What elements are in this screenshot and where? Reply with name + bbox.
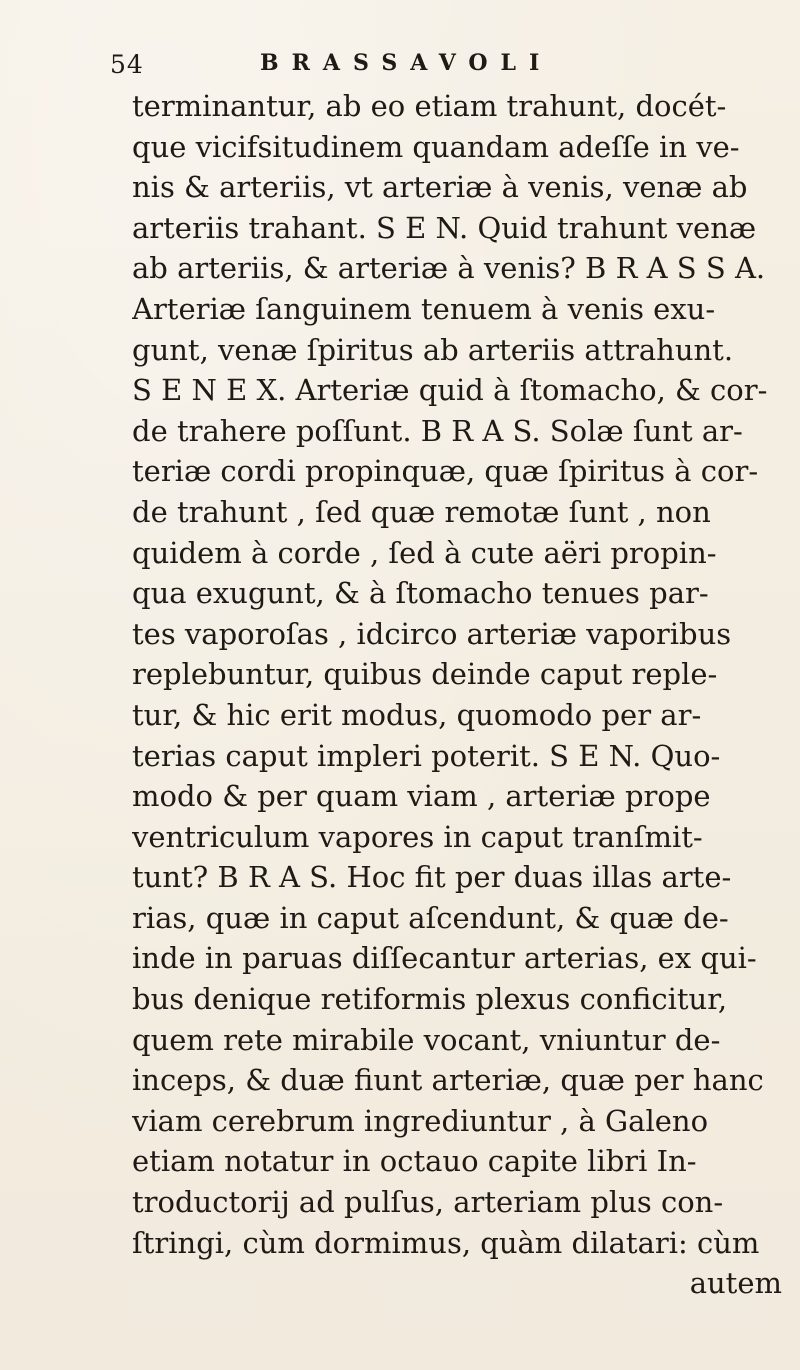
- text-line: S E N E X. Arteriæ quid à ſtomacho, & cor-: [132, 373, 768, 408]
- catchword: autem: [689, 1266, 782, 1301]
- text-line: teriæ cordi propinquæ, quæ ſpiritus à cor-: [132, 454, 759, 489]
- text-line: ab arteriis, & arteriæ à venis? B R A S S A.: [132, 251, 766, 286]
- text-line: modo & per quam viam , arteriæ prope: [132, 779, 711, 814]
- text-line: etiam notatur in octauo capite libri In-: [132, 1144, 697, 1179]
- text-line: quidem à corde , ſed à cute aëri propin-: [132, 535, 717, 570]
- text-line: viam cerebrum ingrediuntur , à Galeno: [132, 1103, 709, 1138]
- text-line: inceps, & duæ fiunt arteriæ, quæ per hanc: [132, 1063, 764, 1098]
- page-header: [110, 46, 670, 86]
- text-line: terias caput impleri poterit. S E N. Quo-: [132, 738, 721, 773]
- text-line: tur, & hic erit modus, quomodo per ar-: [132, 697, 702, 732]
- text-line: de trahere poſſunt. B R A S. Solæ ſunt ar-: [132, 413, 743, 448]
- text-line: troductorij ad pulſus, arteriam plus con-: [132, 1185, 724, 1220]
- text-line: de trahunt , ſed quæ remotæ ſunt , non: [132, 494, 711, 529]
- text-line: qua exugunt, & à ſtomacho tenues par-: [132, 576, 709, 611]
- text-line: nis & arteriis, vt arteriæ à venis, venæ ab: [132, 170, 748, 205]
- page-number: 54: [110, 50, 144, 79]
- text-line: tes vaporoſas , idcirco arteriæ vaporibus: [132, 616, 732, 651]
- text-line: arteriis trahant. S E N. Quid trahunt venæ: [132, 210, 757, 245]
- running-head: BRASSAVOLI: [260, 50, 553, 76]
- body-text: [132, 86, 782, 1304]
- text-line: ſtringi, cùm dormimus, quàm dilatari: cùm: [132, 1225, 760, 1260]
- text-line: gunt, venæ ſpiritus ab arteriis attrahunt.: [132, 332, 734, 367]
- text-line: ventriculum vapores in caput tranſmit-: [132, 819, 703, 854]
- text-line: quem rete mirabile vocant, vniuntur de-: [132, 1022, 721, 1057]
- text-line: que vicifsitudinem quandam adeſſe in ve-: [132, 129, 740, 164]
- text-line: rias, quæ in caput aſcendunt, & quæ de-: [132, 900, 729, 935]
- text-line: replebuntur, quibus deinde caput reple-: [132, 657, 718, 692]
- text-line: tunt? B R A S. Hoc fit per duas illas arte-: [132, 860, 732, 895]
- text-line: Arteriæ ſanguinem tenuem à venis exu-: [132, 291, 716, 326]
- text-line: terminantur, ab eo etiam trahunt, docét-: [132, 89, 727, 123]
- text-line: bus denique retiformis plexus conficitur,: [132, 982, 728, 1017]
- text-line: inde in paruas diſſecantur arterias, ex qui-: [132, 941, 757, 976]
